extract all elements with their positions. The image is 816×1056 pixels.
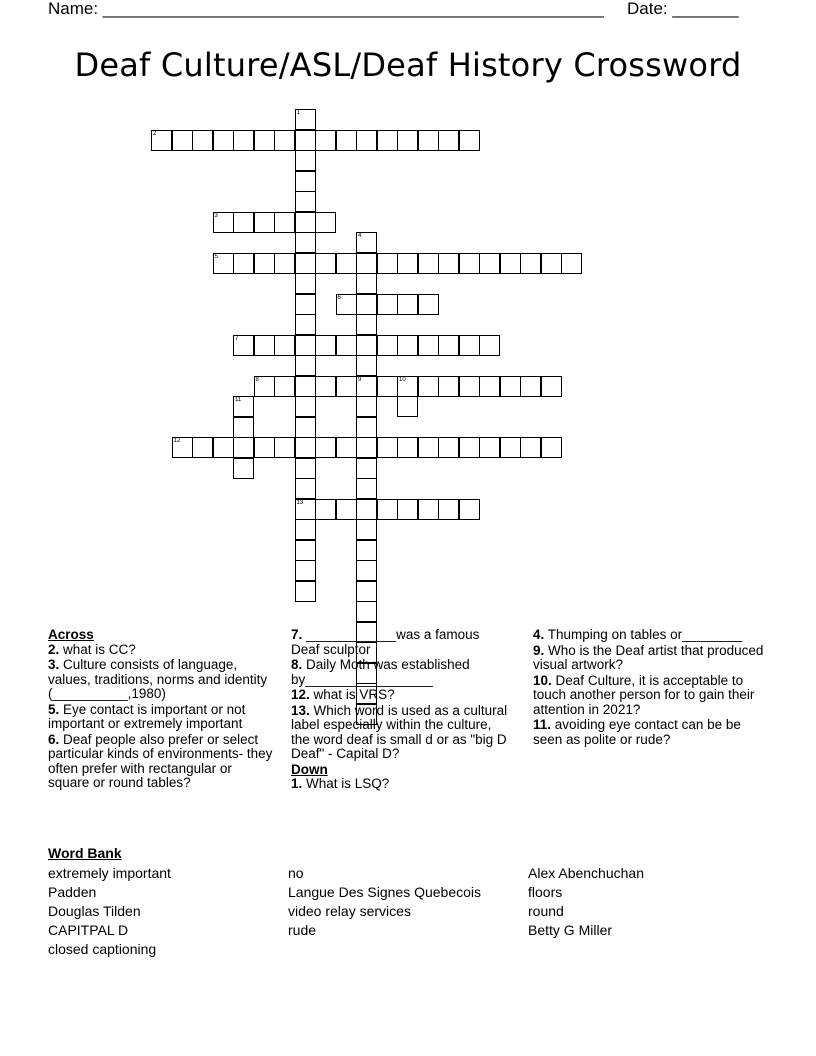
crossword-cell[interactable] xyxy=(356,540,377,561)
crossword-cell[interactable] xyxy=(459,499,480,520)
crossword-cell[interactable] xyxy=(336,130,357,151)
clue-number: 8 xyxy=(255,376,259,383)
crossword-cell-4[interactable] xyxy=(356,232,377,253)
word-bank-item: no xyxy=(288,865,304,881)
crossword-cell-6[interactable] xyxy=(336,294,357,315)
crossword-cell[interactable] xyxy=(315,376,336,397)
crossword-cell[interactable] xyxy=(192,437,213,458)
crossword-cell[interactable] xyxy=(561,253,582,274)
crossword-cell[interactable] xyxy=(356,478,377,499)
crossword-cell[interactable] xyxy=(295,150,316,171)
date-field: Date: _______ xyxy=(627,0,739,18)
crossword-cell[interactable] xyxy=(438,335,459,356)
crossword-cell[interactable] xyxy=(336,335,357,356)
crossword-cell-10[interactable] xyxy=(397,376,418,397)
crossword-cell[interactable] xyxy=(356,519,377,540)
name-field: Name: _____________________________________________________ xyxy=(48,0,604,18)
crossword-cell[interactable] xyxy=(295,273,316,294)
crossword-cell[interactable] xyxy=(295,581,316,602)
crossword-cell[interactable] xyxy=(315,499,336,520)
crossword-cell[interactable] xyxy=(274,130,295,151)
crossword-cell[interactable] xyxy=(438,499,459,520)
crossword-cell[interactable] xyxy=(254,253,275,274)
crossword-cell[interactable] xyxy=(213,437,234,458)
crossword-cell[interactable] xyxy=(295,212,316,233)
crossword-cell[interactable] xyxy=(397,335,418,356)
word-bank-item: Padden xyxy=(48,884,97,900)
crossword-cell[interactable] xyxy=(295,540,316,561)
crossword-cell-13[interactable] xyxy=(295,499,316,520)
crossword-cell-2[interactable] xyxy=(151,130,172,151)
crossword-cell[interactable] xyxy=(377,335,398,356)
clue-number: 4 xyxy=(358,233,362,239)
crossword-cell[interactable] xyxy=(356,437,377,458)
clue-down-11: 11. avoiding eye contact can be be seen as polite or rude? xyxy=(533,717,741,747)
crossword-cell[interactable] xyxy=(520,437,541,458)
crossword-cell[interactable] xyxy=(295,335,316,356)
crossword-cell[interactable] xyxy=(397,437,418,458)
crossword-cell[interactable] xyxy=(336,376,357,397)
crossword-cell[interactable] xyxy=(397,499,418,520)
crossword-cell[interactable] xyxy=(418,335,439,356)
clue-down-1: 1. What is LSQ? xyxy=(291,776,390,791)
word-bank-heading: Word Bank xyxy=(48,845,122,861)
crossword-cell-5[interactable] xyxy=(213,253,234,274)
crossword-cell[interactable] xyxy=(459,376,480,397)
crossword-cell[interactable] xyxy=(500,253,521,274)
crossword-cell[interactable] xyxy=(274,376,295,397)
word-bank-item: extremely important xyxy=(48,865,171,881)
crossword-cell-9[interactable] xyxy=(356,376,377,397)
crossword-cell[interactable] xyxy=(315,253,336,274)
crossword-cell[interactable] xyxy=(336,499,357,520)
crossword-cell[interactable] xyxy=(233,212,254,233)
crossword-cell[interactable] xyxy=(438,376,459,397)
crossword-cell[interactable] xyxy=(233,437,254,458)
clue-number: 12 xyxy=(173,438,181,444)
crossword-cell[interactable] xyxy=(377,499,398,520)
crossword-cell[interactable] xyxy=(479,335,500,356)
crossword-cell[interactable] xyxy=(336,253,357,274)
clues-column-3 xyxy=(533,628,765,748)
crossword-cell[interactable] xyxy=(356,560,377,581)
crossword-cell[interactable] xyxy=(397,294,418,315)
clues-column-2 xyxy=(291,628,511,793)
crossword-cell[interactable] xyxy=(295,294,316,315)
word-bank-item: Langue Des Signes Quebecois xyxy=(288,884,482,900)
crossword-cell[interactable] xyxy=(295,232,316,253)
crossword-cell[interactable] xyxy=(274,253,295,274)
down-heading: Down xyxy=(291,761,328,777)
crossword-cell[interactable] xyxy=(418,437,439,458)
crossword-cell[interactable] xyxy=(541,437,562,458)
clue-down-9: 9. Who is the Deaf artist that produced visual artwork? xyxy=(533,642,764,672)
crossword-cell[interactable] xyxy=(336,437,357,458)
crossword-cell[interactable] xyxy=(315,130,336,151)
crossword-cell[interactable] xyxy=(418,253,439,274)
crossword-cell[interactable] xyxy=(377,437,398,458)
crossword-cell[interactable] xyxy=(377,376,398,397)
crossword-cell[interactable] xyxy=(520,253,541,274)
word-bank-item: Douglas Tilden xyxy=(48,903,141,919)
page-title: Deaf Culture/ASL/Deaf History Crossword xyxy=(74,46,742,84)
crossword-cell[interactable] xyxy=(274,212,295,233)
crossword-cell[interactable] xyxy=(459,335,480,356)
crossword-cell[interactable] xyxy=(377,130,398,151)
word-bank-item: closed captioning xyxy=(48,941,157,957)
clue-number: 13 xyxy=(296,499,304,506)
crossword-cell[interactable] xyxy=(397,130,418,151)
crossword-cell[interactable] xyxy=(295,314,316,335)
crossword-cell[interactable] xyxy=(397,253,418,274)
crossword-cell[interactable] xyxy=(377,294,398,315)
crossword-cell[interactable] xyxy=(541,253,562,274)
crossword-cell-3[interactable] xyxy=(213,212,234,233)
crossword-cell[interactable] xyxy=(356,130,377,151)
crossword-cell[interactable] xyxy=(356,458,377,479)
crossword-cell-1[interactable] xyxy=(295,109,316,130)
crossword-cell[interactable] xyxy=(438,253,459,274)
crossword-cell[interactable] xyxy=(356,273,377,294)
crossword-cell[interactable] xyxy=(254,437,275,458)
word-bank-column-3 xyxy=(528,864,644,940)
clue-across-13: 13. Which word is used as a cultural label especially within the culture, the word deaf is small d or as "big D Deaf" - Capital D? xyxy=(291,702,508,761)
crossword-cell[interactable] xyxy=(520,376,541,397)
crossword-cell[interactable] xyxy=(274,437,295,458)
crossword-cell[interactable] xyxy=(500,376,521,397)
crossword-cell[interactable] xyxy=(397,396,418,417)
crossword-cell[interactable] xyxy=(479,376,500,397)
clues-column-1 xyxy=(48,628,276,792)
crossword-cell[interactable] xyxy=(541,376,562,397)
crossword-cell-12[interactable] xyxy=(172,437,193,458)
crossword-cell[interactable] xyxy=(295,130,316,151)
crossword-cell[interactable] xyxy=(479,253,500,274)
crossword-cell[interactable] xyxy=(418,376,439,397)
crossword-cell[interactable] xyxy=(295,396,316,417)
crossword-cell[interactable] xyxy=(356,253,377,274)
crossword-cell[interactable] xyxy=(418,294,439,315)
crossword-cell[interactable] xyxy=(295,253,316,274)
crossword-cell-11[interactable] xyxy=(233,396,254,417)
crossword-cell[interactable] xyxy=(295,458,316,479)
crossword-cell[interactable] xyxy=(356,601,377,622)
crossword-cell[interactable] xyxy=(459,437,480,458)
clue-across-3: 3. Culture consists of language, values, traditions, norms and identity (__________,1980) xyxy=(48,657,268,701)
crossword-cell[interactable] xyxy=(295,560,316,581)
clue-number: 6 xyxy=(337,294,341,301)
crossword-cell[interactable] xyxy=(274,335,295,356)
crossword-cell[interactable] xyxy=(500,437,521,458)
clue-across-12: 12. what is VRS? xyxy=(291,687,395,702)
crossword-cell[interactable] xyxy=(356,294,377,315)
clue-number: 9 xyxy=(358,376,362,383)
word-bank-item: round xyxy=(528,903,564,919)
clue-number: 7 xyxy=(235,335,239,342)
crossword-cell[interactable] xyxy=(356,417,377,438)
crossword-cell[interactable] xyxy=(213,130,234,151)
crossword-cell[interactable] xyxy=(233,458,254,479)
crossword-cell[interactable] xyxy=(356,499,377,520)
clue-number: 5 xyxy=(214,253,218,260)
clue-across-2: 2. what is CC? xyxy=(48,641,136,657)
crossword-cell[interactable] xyxy=(295,417,316,438)
crossword-cell[interactable] xyxy=(418,499,439,520)
crossword-cell[interactable] xyxy=(315,437,336,458)
across-heading: Across xyxy=(48,627,94,642)
clue-number: 1 xyxy=(296,110,300,116)
clue-number: 10 xyxy=(399,376,406,383)
crossword-cell[interactable] xyxy=(377,253,398,274)
crossword-cell-7[interactable] xyxy=(233,335,254,356)
clue-number: 3 xyxy=(214,212,218,219)
crossword-cell[interactable] xyxy=(233,417,254,438)
clue-number: 2 xyxy=(153,130,157,137)
crossword-cell[interactable] xyxy=(459,130,480,151)
crossword-cell[interactable] xyxy=(459,253,480,274)
crossword-cell[interactable] xyxy=(254,130,275,151)
clue-across-5: 5. Eye contact is important or not important or extremely important xyxy=(48,701,246,731)
crossword-cell[interactable] xyxy=(295,376,316,397)
word-bank-item: Betty G Miller xyxy=(528,922,613,938)
word-bank-item: CAPITPAL D xyxy=(48,922,129,938)
clue-across-6: 6. Deaf people also prefer or select particular kinds of environments- they often prefer with rectangular or square or round tables? xyxy=(48,731,273,790)
word-bank-column-1 xyxy=(48,864,171,959)
word-bank-item: video relay services xyxy=(288,903,411,919)
crossword-cell-8[interactable] xyxy=(254,376,275,397)
crossword-cell[interactable] xyxy=(356,314,377,335)
word-bank-item: rude xyxy=(288,922,317,938)
crossword-cell[interactable] xyxy=(295,191,316,212)
crossword-cell[interactable] xyxy=(295,355,316,376)
crossword-cell[interactable] xyxy=(295,437,316,458)
crossword-cell[interactable] xyxy=(356,581,377,602)
crossword-cell[interactable] xyxy=(233,253,254,274)
crossword-cell[interactable] xyxy=(315,212,336,233)
crossword-cell[interactable] xyxy=(479,437,500,458)
crossword-cell[interactable] xyxy=(233,130,254,151)
crossword-cell[interactable] xyxy=(438,437,459,458)
crossword-cell[interactable] xyxy=(192,130,213,151)
crossword-cell[interactable] xyxy=(295,519,316,540)
clue-across-8: 8. Daily Moth was established by_________________ xyxy=(291,657,470,687)
crossword-cell[interactable] xyxy=(315,335,336,356)
word-bank-column-2 xyxy=(288,864,481,940)
word-bank-item: Alex Abenchuchan xyxy=(528,865,644,881)
crossword-cell[interactable] xyxy=(418,130,439,151)
crossword-cell[interactable] xyxy=(295,478,316,499)
crossword-cell[interactable] xyxy=(356,335,377,356)
crossword-cell[interactable] xyxy=(356,396,377,417)
clue-down-10: 10. Deaf Culture, it is acceptable to touch another person for to gain their attention in 2021? xyxy=(533,672,755,717)
clue-across-7: 7. ____________was a famous Deaf sculptor xyxy=(291,627,480,657)
crossword-cell[interactable] xyxy=(356,355,377,376)
word-bank-item: floors xyxy=(528,884,563,900)
crossword-cell[interactable] xyxy=(438,130,459,151)
crossword-cell[interactable] xyxy=(172,130,193,151)
clue-down-4: 4. Thumping on tables or________ xyxy=(533,627,743,642)
crossword-cell[interactable] xyxy=(295,171,316,192)
clue-number: 11 xyxy=(235,397,242,403)
crossword-cell[interactable] xyxy=(254,335,275,356)
crossword-cell[interactable] xyxy=(254,212,275,233)
